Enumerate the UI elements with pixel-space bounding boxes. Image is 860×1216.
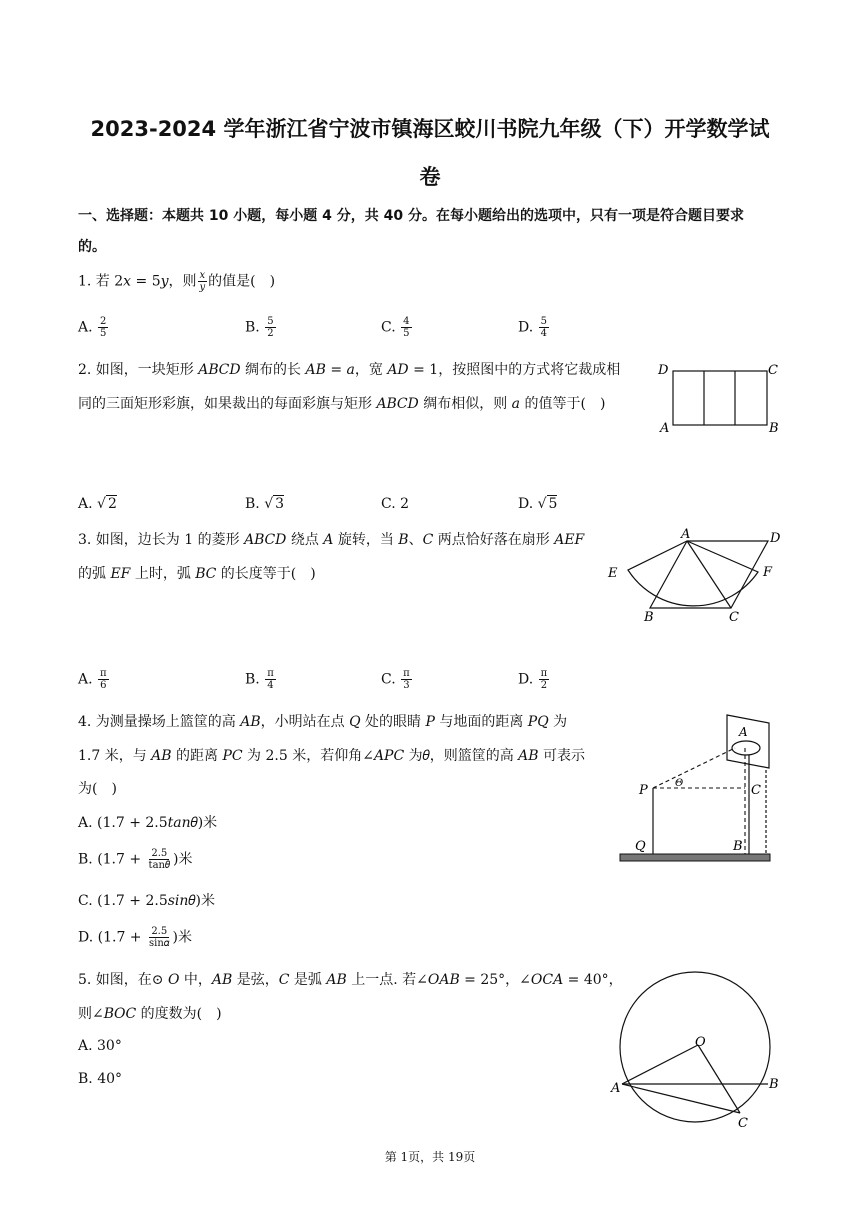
q3-label-e: E [608,566,618,581]
q5-stem-line1: 5. 如图，在⊙ 𝑂 中，𝐴𝐵 是弦，𝐶 是弧 𝐴𝐵 上一点. 若∠𝑂𝐴𝐵 = 25°，∠𝑂𝐶𝐴 = 40°， [78,972,623,988]
q2-rectangle-figure [655,358,785,440]
q4-option-b[interactable]: B. (1.7 + $\frac{2.5}{\text{tan𝜃}}$ )米 [78,848,193,871]
q4-option-d[interactable]: D. (1.7 + $\frac{2.5}{\text{sin𝛼}}$ )米 [78,926,193,949]
page-footer: 第 1页，共 19页 [384,1150,476,1164]
q2-label-c: C [768,363,778,378]
q1-option-c[interactable]: C. $\frac{4}{5}$ [381,316,410,339]
q4-label-q: Q [635,839,646,854]
q1-option-d[interactable]: D. $\frac{5}{4}$ [518,316,548,339]
q1-stem-fraction: $\frac{\text{𝑥}}{\text{𝑦}}$ [199,270,206,293]
q4-label-c: C [751,783,761,798]
q3-option-a[interactable]: A. $\frac{\pi}{6}$ [78,668,107,691]
section-header-line1: 一、选择题：本题共 10 小题，每小题 4 分，共 40 分。在每小题给出的选项中，只有一项是符合题目要求 [78,208,744,224]
paper-title-line1: 2023-2024 学年浙江省宁波市镇海区蛟川书院九年级（下）开学数学试 [90,117,770,141]
q2-option-a[interactable]: A. √ 2 [78,496,117,512]
q2-label-b: B [769,421,779,436]
q2-option-d[interactable]: D. √ 5 [518,496,558,512]
q5-stem-line2: 则∠𝐵𝑂𝐶 的度数为( ) [78,1006,222,1022]
q3-label-a: A [681,527,691,542]
q2-option-b[interactable]: B. √ 3 [245,496,285,512]
q4-label-theta: Θ [675,778,684,789]
q3-option-c[interactable]: C. $\frac{\pi}{3}$ [381,668,410,691]
q3-label-b: B [644,610,654,625]
q2-stem-line2: 同的三面矩形彩旗，如果裁出的每面彩旗与矩形 𝐴𝐵𝐶𝐷 绸布相似，则 𝑎 的值等于( ) [78,396,606,412]
q1-option-a[interactable]: A. $\frac{2}{5}$ [78,316,107,339]
q3-stem-line1: 3. 如图，边长为 1 的菱形 𝐴𝐵𝐶𝐷 绕点 𝐴 旋转，当 𝐵、𝐶 两点恰好落在扇形 𝐴𝐸𝐹 [78,532,585,548]
q4-stem-line3: 为( ) [78,781,117,797]
q4-stem-line1: 4. 为测量操场上篮筐的高 𝐴𝐵，小明站在点 𝑄 处的眼睛 𝑃 与地面的距离 𝑃𝑄 为 [78,714,568,730]
section-header-line2: 的。 [78,239,106,255]
q4-option-c[interactable]: C. (1.7 + 2.5𝑠𝑖𝑛𝜃)米 [78,893,215,909]
q5-option-b[interactable]: B. 40° [78,1071,123,1087]
q5-label-b: B [769,1077,779,1092]
q1-stem: 1. 若 2𝑥 = 5𝑦，则 $\frac{\text{𝑥}}{\text{𝑦}}$ 的值是( ) [78,270,276,293]
q1-option-b[interactable]: B. $\frac{5}{2}$ [245,316,274,339]
q4-stem-line2: 1.7 米，与 𝐴𝐵 的距离 𝑃𝐶 为 2.5 米，若仰角∠𝐴𝑃𝐶 为𝜃，则篮筐的高 𝐴𝐵 可表示 [78,748,586,764]
q5-label-c: C [738,1116,748,1131]
q3-option-d[interactable]: D. $\frac{\pi}{2}$ [518,668,548,691]
q4-option-a[interactable]: A. (1.7 + 2.5𝑡𝑎𝑛𝜃)米 [78,815,218,831]
q2-stem-line1: 2. 如图，一块矩形 𝐴𝐵𝐶𝐷 绸布的长 𝐴𝐵 = 𝑎，宽 𝐴𝐷 = 1，按照图中的方式将它裁成相 [78,362,621,378]
q2-label-d: D [658,363,669,378]
q2-label-a: A [660,421,670,436]
q3-stem-line2: 的弧 𝐸𝐹 上时，弧 𝐵𝐶 的长度等于( ) [78,566,316,582]
paper-title-line2: 卷 [419,165,441,189]
q2-option-c[interactable]: C. 2 [381,496,410,512]
q4-label-b: B [733,839,743,854]
q3-label-f: F [763,565,773,580]
q3-label-c: C [729,610,739,625]
q5-label-a: A [611,1081,621,1096]
q3-rhombus-sector-figure [600,525,790,630]
q5-circle-figure [605,967,785,1132]
q5-option-a[interactable]: A. 30° [78,1038,122,1054]
q4-label-p: P [639,783,648,798]
q4-label-a: A [739,725,748,739]
q4-basketball-figure [615,710,775,865]
q3-label-d: D [770,531,781,546]
q3-option-b[interactable]: B. $\frac{\pi}{4}$ [245,668,274,691]
q5-label-o: O [695,1035,706,1050]
